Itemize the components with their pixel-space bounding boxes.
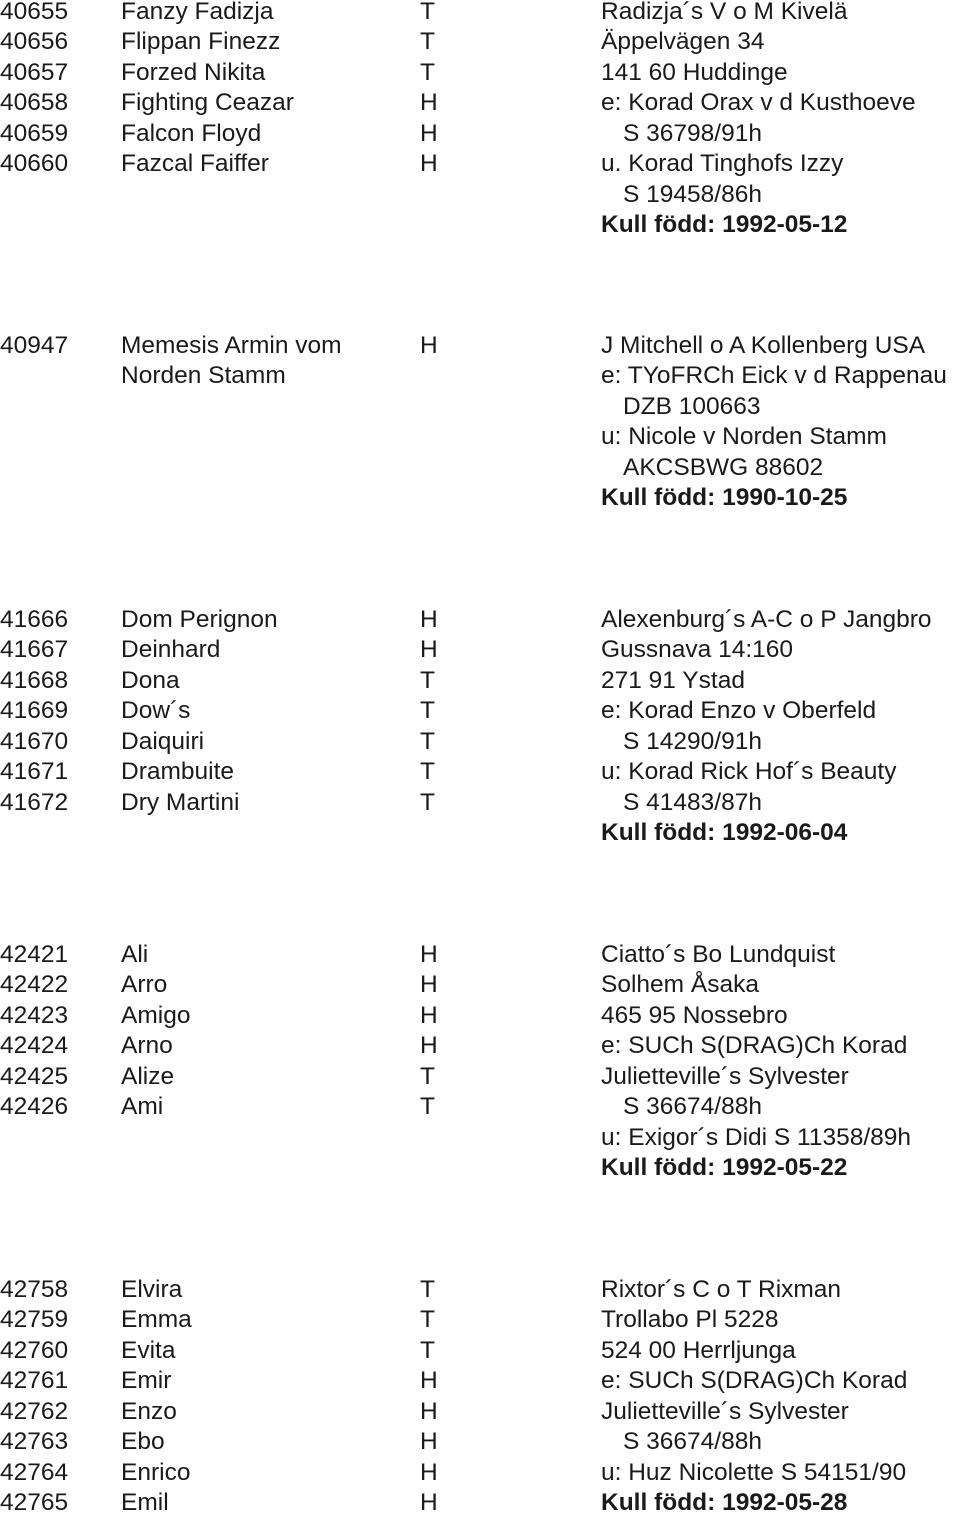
dog-name: Enzo (121, 1397, 177, 1425)
breeder-parent-info: Ciatto´s Bo Lundquist (601, 941, 836, 968)
breeder-parent-info: u. Korad Tinghofs Izzy (601, 150, 844, 178)
sex-marker: H (420, 89, 438, 117)
breeder-parent-info: u: Huz Nicolette S 54151/90 (601, 1458, 907, 1486)
breeder-parent-info: 271 91 Ystad (601, 666, 745, 694)
dog-name: Fighting Ceazar (121, 89, 294, 117)
litter-date: Kull född: 1990-10-25 (601, 484, 848, 512)
breeder-parent-info: DZB 100663 (623, 392, 761, 420)
breeder-parent-info: Julietteville´s Sylvester (601, 1397, 849, 1425)
registration-number: 41670 (0, 727, 69, 755)
breeder-parent-info: S 36798/91h (623, 119, 762, 147)
sex-marker: H (420, 636, 438, 664)
sex-marker: T (420, 1062, 435, 1090)
registration-number: 40947 (0, 332, 69, 359)
registration-number: 41667 (0, 636, 69, 664)
dog-name: Ali (121, 941, 149, 968)
sex-marker: H (420, 150, 438, 178)
sex-marker: T (420, 1276, 435, 1303)
sex-marker: T (420, 697, 435, 725)
dog-name: Dry Martini (121, 788, 240, 816)
registration-number: 40657 (0, 58, 69, 86)
breeder-parent-info: Trollabo Pl 5228 (601, 1306, 779, 1334)
registration-number: 41672 (0, 788, 69, 816)
registration-number: 42759 (0, 1306, 69, 1334)
breeder-parent-info: 524 00 Herrljunga (601, 1336, 796, 1364)
registration-number: 42761 (0, 1367, 69, 1395)
breeder-parent-info: S 14290/91h (623, 727, 762, 755)
breeder-parent-info: u: Nicole v Norden Stamm (601, 423, 887, 451)
registration-number: 42424 (0, 1032, 69, 1060)
registration-number: 41668 (0, 666, 69, 694)
registration-number: 42423 (0, 1001, 69, 1029)
dog-name: Arno (121, 1032, 173, 1060)
registration-number: 41666 (0, 606, 69, 633)
sex-marker: H (420, 1428, 438, 1456)
sex-marker: H (420, 971, 438, 999)
breeder-parent-info: Alexenburg´s A-C o P Jangbro (601, 606, 932, 633)
breeder-parent-info: u: Exigor´s Didi S 11358/89h (601, 1123, 912, 1151)
dog-name: Emir (121, 1367, 172, 1395)
dog-name: Flippan Finezz (121, 28, 281, 56)
sex-marker: H (420, 1367, 438, 1395)
sex-marker: T (420, 1306, 435, 1334)
breeder-parent-info: S 19458/86h (623, 180, 762, 208)
breeder-parent-info: Solhem Åsaka (601, 971, 759, 999)
sex-marker: T (420, 28, 435, 56)
dog-name: Emma (121, 1306, 192, 1334)
breeder-parent-info: Gussnava 14:160 (601, 636, 794, 664)
dog-name: Forzed Nikita (121, 58, 266, 86)
litter-date: Kull född: 1992-05-12 (601, 211, 848, 239)
sex-marker: H (420, 1489, 438, 1517)
breeder-parent-info: Äppelvägen 34 (601, 28, 765, 56)
litter-date: Kull född: 1992-06-04 (601, 819, 848, 847)
dog-name: Ebo (121, 1428, 165, 1456)
dog-name: Memesis Armin vom (121, 332, 342, 359)
registration-number: 40659 (0, 119, 69, 147)
sex-marker: H (420, 119, 438, 147)
sex-marker: T (420, 788, 435, 816)
sex-marker: T (420, 666, 435, 694)
sex-marker: T (420, 1336, 435, 1364)
dog-name: Falcon Floyd (121, 119, 262, 147)
sex-marker: H (420, 941, 438, 968)
breeder-parent-info: e: SUCh S(DRAG)Ch Korad (601, 1367, 908, 1395)
registration-number: 40655 (0, 0, 69, 25)
sex-marker: H (420, 1458, 438, 1486)
sex-marker: H (420, 1032, 438, 1060)
breeder-parent-info: 465 95 Nossebro (601, 1001, 788, 1029)
registration-number: 40656 (0, 28, 69, 56)
registration-number: 42426 (0, 1093, 69, 1121)
litter-date: Kull född: 1992-05-22 (601, 1154, 848, 1182)
breeder-parent-info: e: SUCh S(DRAG)Ch Korad (601, 1032, 908, 1060)
dog-name: Dom Perignon (121, 606, 278, 633)
dog-name: Alize (121, 1062, 175, 1090)
breeder-parent-info: e: TYoFRCh Eick v d Rappenau (601, 362, 947, 390)
registration-number: 42425 (0, 1062, 69, 1090)
sex-marker: T (420, 758, 435, 786)
dog-name: Elvira (121, 1276, 183, 1303)
dog-name: Ami (121, 1093, 164, 1121)
dog-name: Amigo (121, 1001, 191, 1029)
sex-marker: H (420, 1397, 438, 1425)
breeder-parent-info: S 36674/88h (623, 1093, 762, 1121)
registration-number: 42763 (0, 1428, 69, 1456)
registration-number: 42422 (0, 971, 69, 999)
breeder-parent-info: J Mitchell o A Kollenberg USA (601, 332, 926, 359)
dog-name: Evita (121, 1336, 176, 1364)
sex-marker: T (420, 727, 435, 755)
sex-marker: T (420, 1093, 435, 1121)
registration-number: 40658 (0, 89, 69, 117)
dog-name: Enrico (121, 1458, 191, 1486)
litter-date: Kull född: 1992-05-28 (601, 1489, 848, 1517)
registration-number: 42765 (0, 1489, 69, 1517)
registration-number: 42762 (0, 1397, 69, 1425)
registration-number: 41671 (0, 758, 69, 786)
dog-name: Dow´s (121, 697, 191, 725)
dog-name: Norden Stamm (121, 362, 286, 390)
sex-marker: T (420, 58, 435, 86)
dog-name: Fanzy Fadizja (121, 0, 274, 25)
dog-name: Emil (121, 1489, 169, 1517)
sex-marker: H (420, 1001, 438, 1029)
breeder-parent-info: AKCSBWG 88602 (623, 453, 824, 481)
registration-number: 40660 (0, 150, 69, 178)
dog-name: Deinhard (121, 636, 221, 664)
breeder-parent-info: u: Korad Rick Hof´s Beauty (601, 758, 897, 786)
registration-number: 42760 (0, 1336, 69, 1364)
dog-name: Fazcal Faiffer (121, 150, 269, 178)
dog-name: Daiquiri (121, 727, 205, 755)
registration-number: 42421 (0, 941, 69, 968)
breeder-parent-info: e: Korad Orax v d Kusthoeve (601, 89, 916, 117)
registration-number: 42758 (0, 1276, 69, 1303)
breeder-parent-info: e: Korad Enzo v Oberfeld (601, 697, 877, 725)
breeder-parent-info: Radizja´s V o M Kivelä (601, 0, 848, 25)
sex-marker: H (420, 606, 438, 633)
registration-number: 42764 (0, 1458, 69, 1486)
breeder-parent-info: Rixtor´s C o T Rixman (601, 1276, 842, 1303)
registration-number: 41669 (0, 697, 69, 725)
dog-name: Dona (121, 666, 180, 694)
dog-name: Arro (121, 971, 168, 999)
dog-name: Drambuite (121, 758, 235, 786)
breeder-parent-info: Julietteville´s Sylvester (601, 1062, 849, 1090)
breeder-parent-info: 141 60 Huddinge (601, 58, 788, 86)
breeder-parent-info: S 36674/88h (623, 1428, 762, 1456)
sex-marker: T (420, 0, 435, 25)
breeder-parent-info: S 41483/87h (623, 788, 762, 816)
sex-marker: H (420, 332, 438, 359)
